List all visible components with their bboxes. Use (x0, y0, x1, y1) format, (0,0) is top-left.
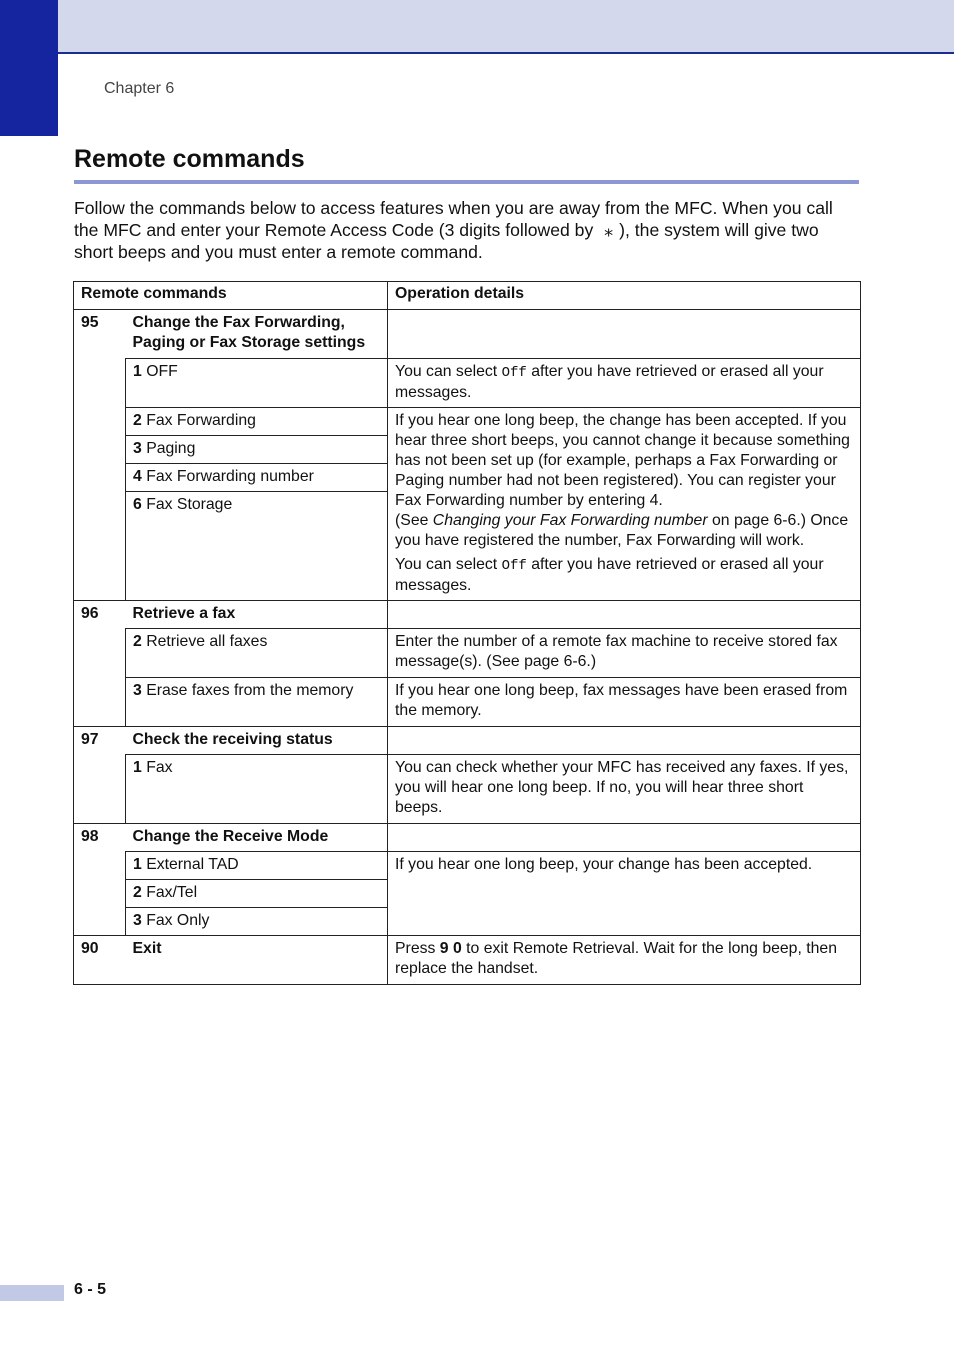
option-label: Erase faxes from the memory (146, 682, 354, 699)
chapter-tab-marker (0, 0, 58, 136)
code-spacer (74, 852, 126, 880)
command-code: 90 (74, 936, 126, 985)
code-spacer (74, 880, 126, 908)
table-row (74, 408, 861, 436)
detail-cell: Enter the number of a remote fax machine to receive stored fax message(s). (See page 6-6.) (388, 629, 861, 678)
option-key: 2 (133, 412, 142, 429)
detail-text: (See (395, 512, 429, 529)
detail-paragraph (395, 411, 853, 551)
detail-text: Press (395, 940, 436, 957)
footer-bar (0, 1285, 64, 1301)
title-underline (74, 180, 859, 184)
option-label: OFF (146, 363, 178, 380)
detail-cell: If you hear one long beep, your change has been accepted. (388, 852, 861, 936)
command-title: Exit (126, 936, 388, 985)
lcd-text: Off (501, 558, 527, 574)
header-band (0, 0, 954, 54)
detail-cell (388, 408, 861, 601)
option-key: 1 (133, 856, 142, 873)
option-key: 2 (133, 884, 142, 901)
detail-cell (388, 936, 861, 985)
code-spacer (74, 408, 126, 436)
command-title: Retrieve a fax (126, 601, 388, 629)
command-title: Check the receiving status (126, 727, 388, 755)
table-header-row (74, 282, 861, 310)
option-label: External TAD (146, 856, 239, 873)
detail-cell: If you hear one long beep, fax messages have been erased from the memory. (388, 678, 861, 727)
page-title: Remote commands (74, 145, 305, 173)
lcd-text: Off (501, 365, 527, 381)
detail-cell-empty (388, 310, 861, 359)
option-label: Fax Forwarding (146, 412, 256, 429)
table-row (74, 755, 861, 824)
code-spacer (74, 436, 126, 464)
detail-cell-empty (388, 601, 861, 629)
code-spacer (74, 629, 126, 678)
chapter-label: Chapter 6 (104, 80, 175, 97)
option-key: 1 (133, 759, 142, 776)
command-code: 97 (74, 727, 126, 755)
option-cell (126, 880, 388, 908)
code-spacer (74, 492, 126, 601)
option-cell (126, 464, 388, 492)
option-cell (126, 852, 388, 880)
option-label: Paging (146, 440, 196, 457)
detail-text: You can select (395, 363, 498, 380)
option-cell (126, 436, 388, 464)
detail-text: after you have retrieved or erased all your messages. (395, 363, 824, 401)
table-row (74, 310, 861, 359)
key-sequence: 9 0 (439, 940, 462, 957)
table-row (74, 936, 861, 985)
option-cell (126, 908, 388, 936)
option-cell (126, 359, 388, 408)
command-code: 96 (74, 601, 126, 629)
column-header-details: Operation details (388, 282, 861, 310)
command-code: 95 (74, 310, 126, 359)
page-number: 6 - 5 (74, 1281, 107, 1298)
option-cell (126, 408, 388, 436)
option-key: 4 (133, 468, 142, 485)
table-row (74, 852, 861, 880)
detail-cell-empty (388, 824, 861, 852)
detail-cell (388, 359, 861, 408)
option-cell (126, 678, 388, 727)
option-label: Fax (146, 759, 173, 776)
column-header-commands: Remote commands (74, 282, 388, 310)
option-key: 3 (133, 682, 142, 699)
detail-text: to exit Remote Retrieval. Wait for the long beep, then replace the handset. (395, 940, 837, 977)
table-row (74, 727, 861, 755)
detail-text: on page 6-6.) Once you have registered the number, Fax Forwarding will work. (395, 512, 849, 549)
option-label: Fax Forwarding number (146, 468, 314, 485)
cross-reference: Changing your Fax Forwarding number (432, 512, 708, 529)
option-label: Fax/Tel (146, 884, 198, 901)
option-cell (126, 492, 388, 601)
detail-text: You can select (395, 556, 498, 573)
option-label: Fax Storage (146, 496, 233, 513)
command-title: Change the Receive Mode (126, 824, 388, 852)
code-spacer (74, 755, 126, 824)
option-key: 1 (133, 363, 142, 380)
option-key: 2 (133, 633, 142, 650)
code-spacer (74, 464, 126, 492)
detail-text: If you hear one long beep, the change has been accepted. If you hear three short beeps, you cannot change it because something has not been set up (for example, perhaps a Fax Forwarding or Paging number had not been registered). You can register your Fax Forwarding number by entering 4. (395, 412, 850, 509)
option-label: Retrieve all faxes (146, 633, 268, 650)
table-row (74, 678, 861, 727)
intro-text-before: Follow the commands below to access features when you are away from the MFC. When you call the MFC and enter your Remote Access Code (3 digits followed by (74, 198, 833, 240)
intro-paragraph (74, 197, 860, 263)
detail-text: after you have retrieved or erased all your messages. (395, 556, 824, 594)
option-cell (126, 755, 388, 824)
command-code: 98 (74, 824, 126, 852)
detail-cell-empty (388, 727, 861, 755)
code-spacer (74, 678, 126, 727)
table-row (74, 359, 861, 408)
detail-cell: You can check whether your MFC has received any faxes. If yes, you will hear one long beep. If no, you will hear three short beeps. (388, 755, 861, 824)
table-row (74, 824, 861, 852)
detail-paragraph (395, 555, 853, 596)
option-key: 3 (133, 440, 142, 457)
asterisk-key-icon: ⁎ (604, 220, 614, 240)
code-spacer (74, 908, 126, 936)
option-key: 6 (133, 496, 142, 513)
remote-commands-table (73, 281, 861, 985)
option-label: Fax Only (146, 912, 210, 929)
option-key: 3 (133, 912, 142, 929)
option-cell (126, 629, 388, 678)
code-spacer (74, 359, 126, 408)
command-title: Change the Fax Forwarding, Paging or Fax Storage settings (126, 310, 388, 359)
intro-text-after: ), the system will give two short beeps and you must enter a remote command. (74, 220, 819, 262)
table-row (74, 601, 861, 629)
table-row (74, 629, 861, 678)
